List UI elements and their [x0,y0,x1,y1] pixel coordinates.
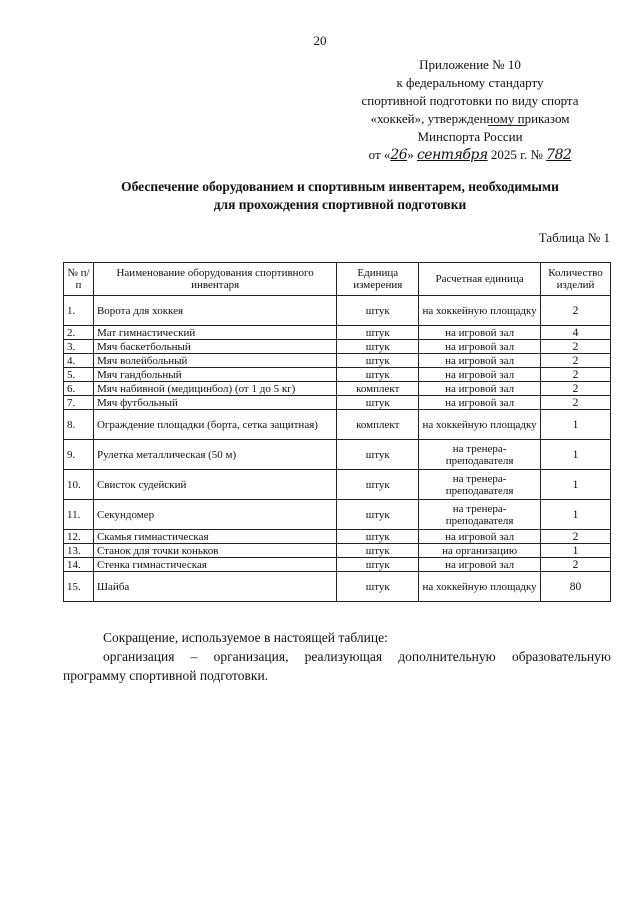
date-year: 2025 г. № [487,147,547,162]
cell-num: 5. [64,368,94,382]
table-row [64,440,611,470]
cell-name: Мяч гандбольный [93,368,336,382]
cell-name: Мяч футбольный [93,396,336,410]
cell-num: 4. [64,354,94,368]
cell-calc-unit: на организацию [419,544,541,558]
table-row [64,396,611,410]
header-name: Наименование оборудования спортивного инвентаря [93,263,336,296]
title-line-1: Обеспечение оборудованием и спортивным инвентарем, необходимыми [121,179,559,194]
cell-num: 1. [64,296,94,326]
cell-unit: штук [337,368,419,382]
cell-calc-unit: на игровой зал [419,382,541,396]
cell-calc-unit: на игровой зал [419,368,541,382]
cell-name: Мяч баскетбольный [93,340,336,354]
cell-num: 13. [64,544,94,558]
table-row [64,544,611,558]
cell-calc-unit: на игровой зал [419,354,541,368]
cell-unit: штук [337,396,419,410]
cell-quantity: 2 [541,296,611,326]
order-date-line [330,146,610,164]
appendix-line-4: «хоккей», утвержденному приказом [370,111,570,126]
cell-num: 12. [64,530,94,544]
table-header-row [64,263,611,296]
cell-name: Мяч набивной (медицинбол) (от 1 до 5 кг) [93,382,336,396]
appendix-header [330,56,610,164]
cell-quantity: 1 [541,470,611,500]
cell-name: Мяч волейбольный [93,354,336,368]
appendix-line-2: к федеральному стандарту [396,75,544,90]
cell-unit: штук [337,354,419,368]
cell-name: Шайба [93,572,336,602]
cell-num: 2. [64,326,94,340]
cell-name: Стенка гимнастическая [93,558,336,572]
table-row [64,500,611,530]
cell-unit: штук [337,530,419,544]
table-row [64,340,611,354]
cell-num: 3. [64,340,94,354]
cell-calc-unit: на тренера-преподавателя [419,440,541,470]
table-row [64,410,611,440]
table-row [64,368,611,382]
cell-calc-unit: на игровой зал [419,530,541,544]
cell-unit: штук [337,572,419,602]
cell-quantity: 1 [541,410,611,440]
title-line-2: для прохождения спортивной подготовки [213,197,467,212]
cell-unit: штук [337,340,419,354]
footnote-line-2: организация – организация, реализующая дополнительную образовательную программу спортивной подготовки. [63,649,611,683]
table-row [64,296,611,326]
date-mid: » [407,147,417,162]
cell-num: 8. [64,410,94,440]
cell-quantity: 2 [541,354,611,368]
cell-calc-unit: на игровой зал [419,558,541,572]
table-row [64,354,611,368]
order-number: 782 [546,147,572,163]
cell-name: Мат гимнастический [93,326,336,340]
cell-calc-unit: на игровой зал [419,340,541,354]
cell-name: Ограждение площадки (борта, сетка защитная) [93,410,336,440]
table-label: Таблица № 1 [538,230,610,245]
date-day: 26 [390,147,408,163]
cell-name: Секундомер [93,500,336,530]
cell-quantity: 1 [541,440,611,470]
page-number: 20 [313,33,327,48]
cell-name: Ворота для хоккея [93,296,336,326]
cell-num: 7. [64,396,94,410]
signature-stroke [488,125,526,126]
cell-name: Свисток судейский [93,470,336,500]
cell-name: Рулетка металлическая (50 м) [93,440,336,470]
cell-calc-unit: на тренера-преподавателя [419,500,541,530]
cell-quantity: 1 [541,544,611,558]
table-row [64,530,611,544]
table-row [64,470,611,500]
cell-num: 11. [64,500,94,530]
cell-num: 6. [64,382,94,396]
cell-num: 14. [64,558,94,572]
appendix-line-1: Приложение № 10 [419,57,521,72]
cell-unit: штук [337,440,419,470]
cell-calc-unit: на игровой зал [419,396,541,410]
cell-num: 9. [64,440,94,470]
cell-quantity: 2 [541,368,611,382]
cell-unit: комплект [337,382,419,396]
header-quantity: Количество изделий [541,263,611,296]
cell-quantity: 80 [541,572,611,602]
cell-num: 10. [64,470,94,500]
cell-unit: штук [337,296,419,326]
cell-unit: комплект [337,410,419,440]
inventory-table [63,262,611,602]
cell-unit: штук [337,326,419,340]
cell-calc-unit: на хоккейную площадку [419,572,541,602]
document-title [60,178,620,214]
table-row [64,382,611,396]
header-unit: Единица измерения [337,263,419,296]
cell-quantity: 4 [541,326,611,340]
date-month: сентября [416,147,488,163]
cell-quantity: 2 [541,558,611,572]
table-row [64,572,611,602]
appendix-line-5: Минспорта России [417,129,523,144]
header-num: № п/п [64,263,94,296]
cell-unit: штук [337,470,419,500]
cell-quantity: 2 [541,530,611,544]
header-calc-unit: Расчетная единица [419,263,541,296]
cell-unit: штук [337,558,419,572]
cell-quantity: 2 [541,382,611,396]
cell-quantity: 2 [541,340,611,354]
table-row [64,558,611,572]
cell-unit: штук [337,544,419,558]
cell-num: 15. [64,572,94,602]
cell-calc-unit: на хоккейную площадку [419,296,541,326]
table-row [64,326,611,340]
date-prefix: от « [368,147,391,162]
cell-unit: штук [337,500,419,530]
cell-name: Станок для точки коньков [93,544,336,558]
footnote [63,628,611,685]
cell-calc-unit: на тренера-преподавателя [419,470,541,500]
appendix-line-3: спортивной подготовки по виду спорта [361,93,579,108]
cell-calc-unit: на игровой зал [419,326,541,340]
cell-quantity: 2 [541,396,611,410]
cell-name: Скамья гимнастическая [93,530,336,544]
cell-quantity: 1 [541,500,611,530]
footnote-line-1: Сокращение, используемое в настоящей таблице: [103,630,388,645]
cell-calc-unit: на хоккейную площадку [419,410,541,440]
